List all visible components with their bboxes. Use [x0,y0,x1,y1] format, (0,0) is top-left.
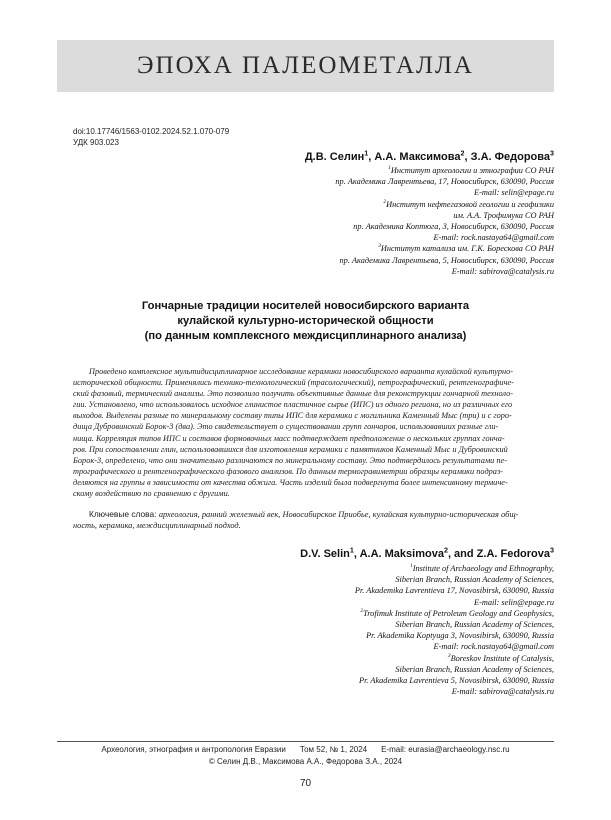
section-banner [57,40,554,92]
affiliation-text: Институт катализа им. Г.К. Борескова СО РАН [380,244,554,254]
author-separator: , [464,151,471,163]
affiliation-line [254,210,554,221]
article-title [57,299,554,345]
keywords-line: ность, керамика, междисциплинарный подход. [73,521,241,531]
affiliation-line [254,255,554,266]
authors-en [300,548,554,560]
affiliation-line [254,232,554,243]
affiliation-line [254,664,554,675]
abstract-line: дища Дубровинский Борок-3 (два). Это свидетельствует о существовании групп гончаров, использовавших разные гли- [73,422,499,432]
affiliation-line [254,675,554,686]
affiliation-line [254,165,554,176]
affiliation-text: Институт нефтегазовой геологии и геофизики [386,199,554,209]
keywords-line: археология, ранний железный век, Новосибирское Приобье, кулайская культурно-историческая общ- [158,510,519,519]
affiliation-text: Pr. Akademika Lavrentieva 17, Novosibirsk, 630090, Russia [354,586,554,596]
affiliation-email[interactable]: E-mail: rock.nastaya64@gmail.com [433,233,554,243]
journal-name: Археология, этнография и антропология Евразии [101,745,286,754]
abstract-line: Борок-3, определено, что они значительно различаются по минеральному составу. Это подтвердилось результатами пе- [73,455,508,465]
journal-issue: № 1, [329,745,348,754]
section-title: ЭПОХА ПАЛЕОМЕТАЛЛА [137,52,474,79]
affiliation-email[interactable]: E-mail: sabirova@catalysis.ru [451,687,554,697]
author-sup: 3 [550,149,554,158]
footer-copyright: © Селин Д.В., Максимова А.А., Федорова З.А., 2024 [208,757,403,766]
affiliation-line [254,686,554,697]
udc-code: УДК 903.023 [73,138,119,147]
abstract-line: ров. При сопоставлении глин, использовавшихся для изготовления керамики с памятников Каменный Мыс и Дубровинский [73,444,508,454]
affiliation-line [254,199,554,210]
affiliations-en [254,563,554,697]
author-sup: 1 [364,149,369,158]
affiliation-text: Boreskov Institute of Catalysis, [450,653,554,663]
title-line: кулайской культурно-исторической общности [177,315,434,328]
affiliation-email[interactable]: E-mail: rock.nastaya64@gmail.com [433,642,554,652]
affiliation-line [254,653,554,664]
abstract-ru [73,366,554,499]
abstract-line: Проведено комплексное мультидисциплинарное исследование керамики новосибирского варианта кулайской культурно- [89,367,513,376]
affiliation-line [254,608,554,619]
affiliation-text: Институт археологии и этнографии СО РАН [390,166,554,175]
author-name: D.V. Selin [300,548,350,560]
affiliation-text: пр. Академика Лаврентьева, 17, Новосибирск, 630090, Россия [335,177,554,187]
affiliation-email[interactable]: E-mail: selin@epage.ru [474,188,554,198]
affiliation-text: Pr. Akademika Lavrentieva 5, Novosibirsk, 630090, Russia [359,676,554,686]
author-separator: , and [447,548,477,560]
affiliation-line [254,641,554,652]
authors-ru [305,151,554,163]
author-name: З.А. Федорова [470,151,551,163]
affiliation-text: пр. Академика Лаврентьева, 5, Новосибирск, 630090, Россия [339,255,554,265]
author-separator: , [353,548,360,560]
affiliation-line [254,187,554,198]
abstract-line: исторической общности. Применялись технико-технологический (трасологический), петрографический, рентгенографиче- [73,378,514,388]
affiliation-line [254,221,554,232]
affiliation-line [254,563,554,574]
affiliation-email[interactable]: E-mail: sabirova@catalysis.ru [451,266,554,276]
page-number: 70 [299,778,312,789]
affiliation-line [254,574,554,585]
affiliations-ru [254,165,554,277]
affiliation-text: Siberian Branch, Russian Academy of Sciences, [395,664,554,674]
affiliation-text: пр. Академика Коптюга, 3, Новосибирск, 630090, Россия [353,222,554,232]
author-name: А.А. Максимова [374,151,461,163]
affiliation-sup: 1 [410,563,413,570]
affiliation-sup: 3 [447,652,451,659]
footer-divider [57,741,554,742]
affiliation-line [254,630,554,641]
keywords-label: Ключевые слова: [89,509,157,519]
affiliation-sup: 2 [383,198,387,205]
author-sup: 1 [349,546,354,555]
abstract-line: выходов. Выделены разные по минеральному составу типы ИПС для керамики с могильника Каменный Мыс (три) и с горо- [73,411,512,421]
author-sup: 2 [443,546,448,555]
keywords [73,509,554,531]
footer-journal-line [57,745,554,754]
affiliation-text: Pr. Akademika Koptyuga 3, Novosibirsk, 630090, Russia [366,631,554,641]
abstract-line: скому воздействию по сравнению с другими. [73,489,230,499]
author-name: Z.A. Fedorova [476,548,551,560]
title-line: (по данным комплексного междисциплинарного анализа) [144,330,467,343]
abstract-line: нища. Корреляция типов ИПС и составов формовочных масс подтверждает предположение о нескольких группах гонча- [73,433,505,443]
affiliation-text: Trofimuk Institute of Petroleum Geology and Geophysics, [363,608,554,618]
affiliation-text: им. А.А. Трофимука СО РАН [453,210,554,220]
author-sup: 3 [550,546,554,555]
author-name: Д.В. Селин [304,151,365,163]
affiliation-line [254,243,554,254]
abstract-line: деляются на группы в зависимости от качества обжига. Часть изделий была подвергнута более интенсивному термиче- [73,477,508,487]
affiliation-line [254,266,554,277]
journal-email[interactable]: E-mail: eurasia@archaeology.nsc.ru [381,745,510,754]
affiliation-text: Siberian Branch, Russian Academy of Sciences, [395,620,554,630]
journal-volume: Том 52, [299,745,328,754]
affiliation-line [254,176,554,187]
doi[interactable]: doi:10.17746/1563-0102.2024.52.1.070-079 [73,127,230,136]
journal-year: 2024 [349,745,368,754]
author-sup: 2 [460,149,465,158]
author-separator: , [368,151,375,163]
affiliation-line [254,597,554,608]
affiliation-sup: 1 [388,165,391,172]
affiliation-line [254,585,554,596]
affiliation-text: Institute of Archaeology and Ethnography, [412,564,554,573]
affiliation-sup: 2 [360,608,364,615]
affiliation-email[interactable]: E-mail: selin@epage.ru [474,597,554,607]
affiliation-sup: 3 [378,243,381,250]
abstract-line: гии. Установлено, что использовалось исходное глинистое пластичное сырье (ИПС) из одного региона, но из различных его [73,400,513,410]
author-name: A.A. Maksimova [359,548,444,560]
title-line: Гончарные традиции носителей новосибирского варианта [141,300,470,312]
abstract-line: трографического и рентгенографического фазового анализов. По данным термогравиметрии образцы керамики подраз- [73,466,503,476]
affiliation-line [254,619,554,630]
abstract-line: ский фазовый, термический анализы. Это позволило получить объективные данные для реконструкции гончарной техноло- [73,389,514,399]
affiliation-text: Siberian Branch, Russian Academy of Sciences, [395,575,554,585]
